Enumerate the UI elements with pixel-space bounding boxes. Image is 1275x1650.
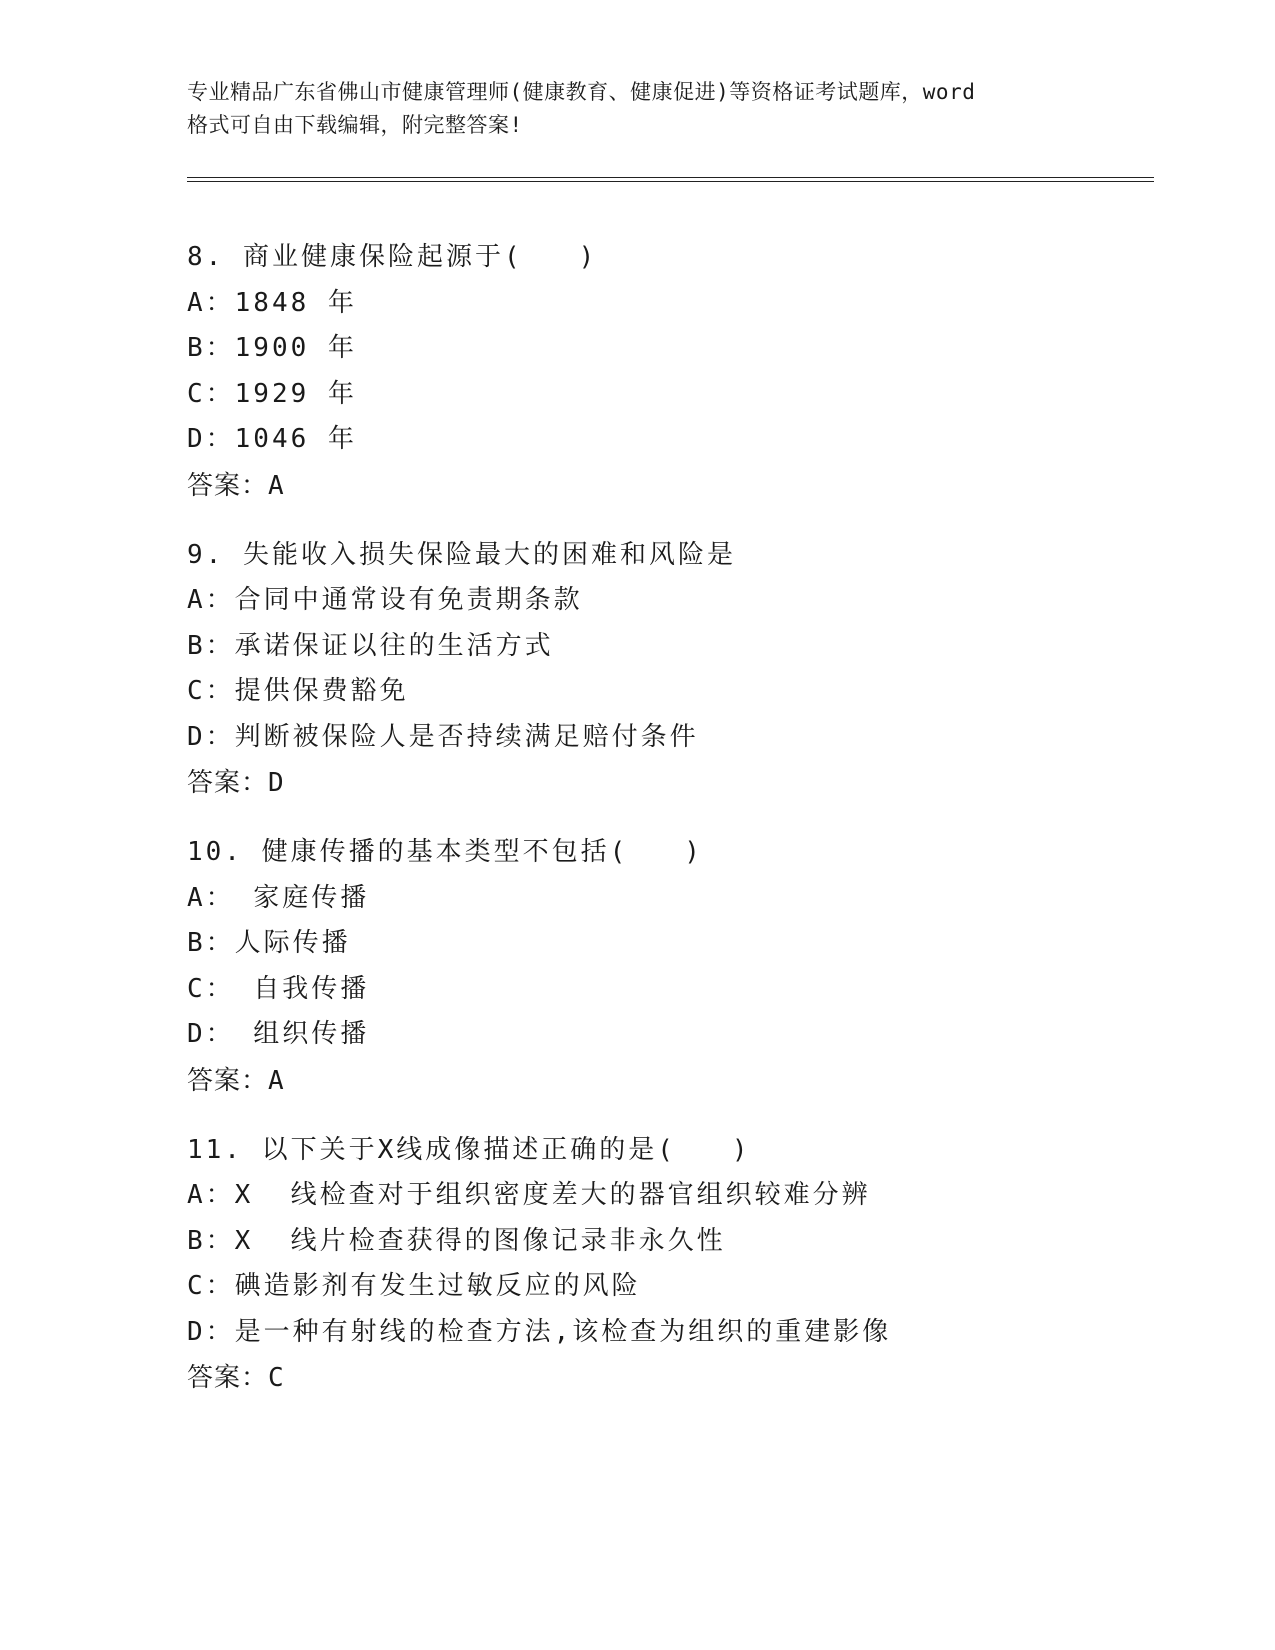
answer-value: A <box>268 470 285 501</box>
answer-value: A <box>268 1065 285 1096</box>
answer-label: 答案： <box>187 1363 269 1393</box>
option-d: D：是一种有射线的检查方法,该检查为组织的重建影像 <box>187 1316 892 1347</box>
option-a: A：1848 年 <box>187 287 357 318</box>
option-a: A：合同中通常设有免责期条款 <box>187 585 583 615</box>
answer-label: 答案： <box>187 768 269 798</box>
answer-line <box>187 463 1147 509</box>
question-stem: 8. 商业健康保险起源于( ) <box>187 242 598 272</box>
option-a: A： 家庭传播 <box>187 882 370 913</box>
option-c: C： 自我传播 <box>187 973 370 1004</box>
option-b: B：人际传播 <box>187 928 351 958</box>
option-d: D： 组织传播 <box>187 1019 370 1049</box>
option-b: B：1900 年 <box>187 333 357 363</box>
header-divider-top <box>187 177 1154 178</box>
header-line-1: 专业精品广东省佛山市健康管理师(健康教育、健康促进)等资格证考试题库，word <box>187 80 976 104</box>
header-divider-bottom <box>187 181 1154 182</box>
question-stem: 11. 以下关于X线成像描述正确的是( ) <box>187 1134 751 1165</box>
option-d: D：判断被保险人是否持续满足赔付条件 <box>187 721 699 752</box>
answer-label: 答案： <box>187 1065 269 1096</box>
answer-value: D <box>268 768 285 798</box>
option-c: C：提供保费豁免 <box>187 676 409 706</box>
option-a: A：X 线检查对于组织密度差大的器官组织较难分辨 <box>187 1180 871 1210</box>
question-10 <box>187 830 1147 1104</box>
option-b: B：X 线片检查获得的图像记录非永久性 <box>187 1225 726 1256</box>
question-stem: 10. 健康传播的基本类型不包括( ) <box>187 837 703 867</box>
question-11 <box>187 1128 1147 1402</box>
question-8 <box>187 235 1147 509</box>
option-c: C：1929 年 <box>187 378 357 409</box>
option-c: C：碘造影剂有发生过敏反应的风险 <box>187 1271 641 1301</box>
question-9 <box>187 533 1147 807</box>
option-b: B：承诺保证以往的生活方式 <box>187 630 554 661</box>
answer-line <box>187 1355 1147 1401</box>
option-d: D：1046 年 <box>187 424 357 454</box>
header-line-2: 格式可自由下载编辑，附完整答案! <box>187 113 523 137</box>
document-header <box>187 76 1107 142</box>
answer-line <box>187 1058 1147 1104</box>
answer-line <box>187 760 1147 806</box>
answer-label: 答案： <box>187 470 269 501</box>
question-stem: 9. 失能收入损失保险最大的困难和风险是 <box>187 539 736 570</box>
answer-value: C <box>268 1363 285 1393</box>
question-list <box>187 235 1147 1425</box>
